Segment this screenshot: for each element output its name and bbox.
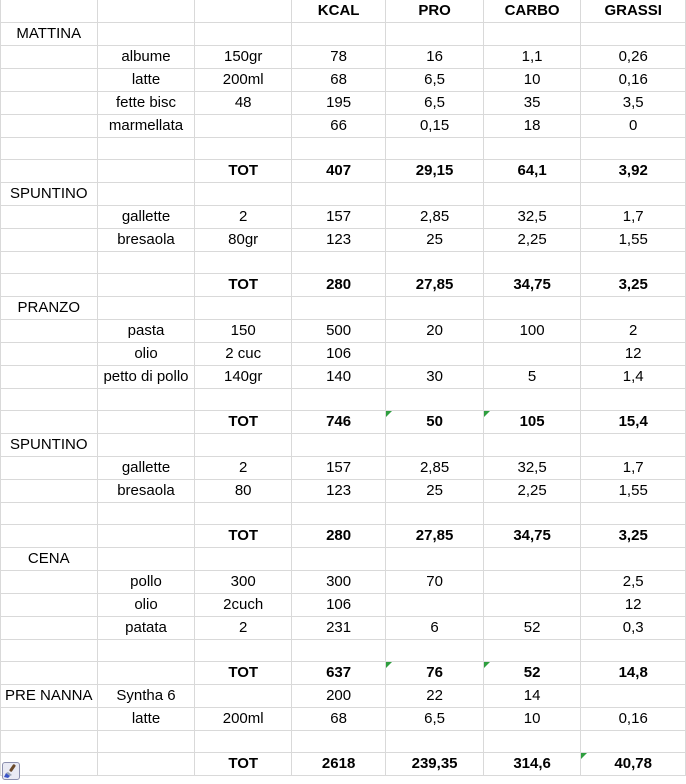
cell[interactable]: 3,25 <box>581 525 686 548</box>
cell[interactable] <box>386 138 483 160</box>
table-row <box>1 389 686 411</box>
cell[interactable] <box>483 434 581 457</box>
cell[interactable]: 6,5 <box>386 69 483 92</box>
cell[interactable] <box>97 160 195 183</box>
cell[interactable]: 32,5 <box>483 457 581 480</box>
cell[interactable]: fette bisc <box>97 92 195 115</box>
cell[interactable]: 0,26 <box>581 46 686 69</box>
cell[interactable] <box>1 525 98 548</box>
table-row <box>1 115 686 138</box>
cell[interactable]: TOT <box>195 525 291 548</box>
cell[interactable]: patata <box>97 617 195 640</box>
cell[interactable]: 0,3 <box>581 617 686 640</box>
table-row <box>1 503 686 525</box>
cell[interactable]: 30 <box>386 366 483 389</box>
cell[interactable]: 15,4 <box>581 411 686 434</box>
cell[interactable]: 68 <box>291 69 385 92</box>
cell[interactable] <box>195 434 291 457</box>
cell[interactable] <box>483 503 581 525</box>
cell[interactable] <box>291 23 385 46</box>
cell[interactable] <box>97 411 195 434</box>
cell[interactable] <box>97 252 195 274</box>
cell[interactable]: SPUNTINO <box>1 434 98 457</box>
table-row <box>1 366 686 389</box>
table-row <box>1 548 686 571</box>
cell[interactable] <box>291 389 385 411</box>
table-row <box>1 662 686 685</box>
cell[interactable] <box>195 503 291 525</box>
cell[interactable]: 66 <box>291 115 385 138</box>
cell[interactable]: Syntha 6 <box>97 685 195 708</box>
cell[interactable]: 150gr <box>195 46 291 69</box>
cell[interactable]: 0,16 <box>581 708 686 731</box>
cell[interactable] <box>483 343 581 366</box>
cell[interactable] <box>1 594 98 617</box>
cell[interactable]: petto di pollo <box>97 366 195 389</box>
cell[interactable] <box>1 731 98 753</box>
table-row <box>1 138 686 160</box>
cell[interactable]: 29,15 <box>386 160 483 183</box>
cell[interactable] <box>386 640 483 662</box>
cell[interactable]: 2cuch <box>195 594 291 617</box>
cell[interactable]: TOT <box>195 753 291 776</box>
cell[interactable]: olio <box>97 594 195 617</box>
cell[interactable]: 40,78 <box>581 753 686 776</box>
cell[interactable]: 123 <box>291 480 385 503</box>
cell[interactable]: 52 <box>483 617 581 640</box>
cell[interactable] <box>581 183 686 206</box>
cell[interactable] <box>97 23 195 46</box>
cell[interactable]: 22 <box>386 685 483 708</box>
cell[interactable] <box>195 548 291 571</box>
cell[interactable] <box>1 503 98 525</box>
cell[interactable]: 1,7 <box>581 457 686 480</box>
cell[interactable]: 48 <box>195 92 291 115</box>
cell[interactable] <box>1 229 98 252</box>
table-row <box>1 594 686 617</box>
table-row <box>1 23 686 46</box>
cell[interactable] <box>386 297 483 320</box>
cell[interactable] <box>97 183 195 206</box>
cell[interactable] <box>97 731 195 753</box>
cell[interactable]: 2 <box>195 206 291 229</box>
cell[interactable] <box>1 617 98 640</box>
cell[interactable]: 106 <box>291 343 385 366</box>
cell[interactable]: pollo <box>97 571 195 594</box>
cell[interactable]: 10 <box>483 69 581 92</box>
cell[interactable]: 70 <box>386 571 483 594</box>
cell[interactable] <box>1 366 98 389</box>
cell[interactable] <box>483 23 581 46</box>
table-row <box>1 297 686 320</box>
cell[interactable] <box>386 343 483 366</box>
cell[interactable] <box>1 160 98 183</box>
cell[interactable]: 239,35 <box>386 753 483 776</box>
cell[interactable]: 105 <box>483 411 581 434</box>
cell[interactable]: 2,85 <box>386 206 483 229</box>
cell[interactable]: 2 <box>195 457 291 480</box>
cell[interactable]: 14,8 <box>581 662 686 685</box>
cell[interactable] <box>195 389 291 411</box>
cell[interactable]: 34,75 <box>483 274 581 297</box>
cell[interactable] <box>97 525 195 548</box>
cell[interactable] <box>1 274 98 297</box>
cell[interactable]: 0 <box>581 115 686 138</box>
cell[interactable] <box>581 685 686 708</box>
table-row <box>1 69 686 92</box>
table-row <box>1 525 686 548</box>
cell[interactable]: 300 <box>195 571 291 594</box>
cell[interactable]: 280 <box>291 274 385 297</box>
cell[interactable] <box>1 69 98 92</box>
table-row <box>1 731 686 753</box>
cell[interactable]: pasta <box>97 320 195 343</box>
table-row <box>1 206 686 229</box>
cell[interactable] <box>483 640 581 662</box>
cell[interactable] <box>483 594 581 617</box>
cell[interactable] <box>291 138 385 160</box>
cell[interactable]: 407 <box>291 160 385 183</box>
cell[interactable] <box>195 183 291 206</box>
cell[interactable] <box>483 731 581 753</box>
cell[interactable] <box>581 640 686 662</box>
cell[interactable]: 20 <box>386 320 483 343</box>
cell[interactable] <box>1 206 98 229</box>
cell[interactable] <box>1 0 98 23</box>
cell[interactable]: 0,15 <box>386 115 483 138</box>
cell[interactable] <box>386 503 483 525</box>
cell[interactable]: 1,7 <box>581 206 686 229</box>
cell[interactable]: 2,5 <box>581 571 686 594</box>
cell[interactable] <box>291 503 385 525</box>
table-row <box>1 617 686 640</box>
cell[interactable] <box>195 115 291 138</box>
cell[interactable]: KCAL <box>291 0 385 23</box>
cell[interactable]: 2,25 <box>483 229 581 252</box>
cell[interactable] <box>1 115 98 138</box>
cell[interactable]: 25 <box>386 229 483 252</box>
cell[interactable] <box>1 411 98 434</box>
table-row <box>1 411 686 434</box>
cell[interactable]: 12 <box>581 343 686 366</box>
table-row <box>1 753 686 776</box>
table-row <box>1 160 686 183</box>
cell[interactable] <box>195 731 291 753</box>
cell[interactable]: marmellata <box>97 115 195 138</box>
cell[interactable] <box>291 434 385 457</box>
cell[interactable]: 3,25 <box>581 274 686 297</box>
cell[interactable] <box>386 23 483 46</box>
cell[interactable]: 78 <box>291 46 385 69</box>
cell[interactable]: albume <box>97 46 195 69</box>
cell[interactable]: MATTINA <box>1 23 98 46</box>
table-row <box>1 46 686 69</box>
cell[interactable]: 100 <box>483 320 581 343</box>
cell[interactable] <box>581 252 686 274</box>
cell[interactable]: 106 <box>291 594 385 617</box>
cell[interactable] <box>581 23 686 46</box>
cell[interactable] <box>291 297 385 320</box>
cell[interactable] <box>483 571 581 594</box>
cell[interactable]: 10 <box>483 708 581 731</box>
cell[interactable]: 2 cuc <box>195 343 291 366</box>
cell[interactable]: TOT <box>195 160 291 183</box>
cell[interactable] <box>97 297 195 320</box>
header-row <box>1 0 686 23</box>
cell[interactable]: GRASSI <box>581 0 686 23</box>
cell[interactable] <box>581 297 686 320</box>
cell[interactable]: 2,25 <box>483 480 581 503</box>
table-row <box>1 183 686 206</box>
cell[interactable]: 157 <box>291 457 385 480</box>
cell[interactable] <box>195 640 291 662</box>
cell[interactable] <box>291 548 385 571</box>
cell[interactable]: SPUNTINO <box>1 183 98 206</box>
cell[interactable] <box>483 252 581 274</box>
cell[interactable]: gallette <box>97 457 195 480</box>
cell[interactable]: bresaola <box>97 229 195 252</box>
cell[interactable] <box>195 252 291 274</box>
table-row <box>1 320 686 343</box>
cell[interactable] <box>1 640 98 662</box>
table-row <box>1 434 686 457</box>
cell[interactable]: 6,5 <box>386 708 483 731</box>
cell[interactable]: 140gr <box>195 366 291 389</box>
cell[interactable]: olio <box>97 343 195 366</box>
cell[interactable]: CARBO <box>483 0 581 23</box>
cell[interactable]: 200 <box>291 685 385 708</box>
cell[interactable]: 123 <box>291 229 385 252</box>
cell[interactable] <box>195 23 291 46</box>
cell[interactable] <box>386 548 483 571</box>
cell[interactable] <box>581 548 686 571</box>
cell[interactable]: 3,92 <box>581 160 686 183</box>
cell[interactable] <box>291 183 385 206</box>
cell[interactable]: CENA <box>1 548 98 571</box>
cell[interactable]: 16 <box>386 46 483 69</box>
cell[interactable] <box>195 138 291 160</box>
cell[interactable] <box>97 548 195 571</box>
table-row <box>1 229 686 252</box>
cell[interactable] <box>386 731 483 753</box>
cell[interactable] <box>483 297 581 320</box>
table-row <box>1 480 686 503</box>
cell[interactable] <box>1 457 98 480</box>
cell[interactable] <box>1 320 98 343</box>
cell[interactable]: 150 <box>195 320 291 343</box>
cell[interactable] <box>386 183 483 206</box>
cell[interactable] <box>1 343 98 366</box>
table-row <box>1 571 686 594</box>
cell[interactable]: 500 <box>291 320 385 343</box>
cell[interactable]: PRANZO <box>1 297 98 320</box>
cell[interactable]: 195 <box>291 92 385 115</box>
cell[interactable]: 14 <box>483 685 581 708</box>
cell[interactable] <box>386 434 483 457</box>
cell[interactable]: 157 <box>291 206 385 229</box>
cell[interactable] <box>97 662 195 685</box>
cell[interactable]: 1,55 <box>581 229 686 252</box>
cell[interactable] <box>386 389 483 411</box>
cell[interactable]: TOT <box>195 274 291 297</box>
paintbrush-icon[interactable] <box>2 762 20 780</box>
cell[interactable] <box>97 138 195 160</box>
cell[interactable] <box>581 389 686 411</box>
cell[interactable] <box>195 297 291 320</box>
table-row <box>1 685 686 708</box>
cell[interactable] <box>1 92 98 115</box>
cell[interactable]: PRO <box>386 0 483 23</box>
cell[interactable]: 200ml <box>195 69 291 92</box>
cell[interactable] <box>1 389 98 411</box>
cell[interactable]: 27,85 <box>386 274 483 297</box>
cell[interactable] <box>483 183 581 206</box>
cell[interactable] <box>291 731 385 753</box>
cell[interactable]: 1,4 <box>581 366 686 389</box>
cell[interactable] <box>1 46 98 69</box>
cell[interactable]: 280 <box>291 525 385 548</box>
cell[interactable] <box>97 503 195 525</box>
table-row <box>1 274 686 297</box>
cell[interactable]: 231 <box>291 617 385 640</box>
table-row <box>1 343 686 366</box>
cell[interactable]: 32,5 <box>483 206 581 229</box>
cell[interactable]: 64,1 <box>483 160 581 183</box>
cell[interactable]: 300 <box>291 571 385 594</box>
cell[interactable]: latte <box>97 69 195 92</box>
cell[interactable] <box>1 708 98 731</box>
cell[interactable]: 0,16 <box>581 69 686 92</box>
cell[interactable] <box>581 434 686 457</box>
cell[interactable] <box>195 0 291 23</box>
cell[interactable] <box>1 138 98 160</box>
cell[interactable]: 50 <box>386 411 483 434</box>
cell[interactable]: 68 <box>291 708 385 731</box>
cell[interactable] <box>386 594 483 617</box>
cell[interactable]: 18 <box>483 115 581 138</box>
cell[interactable] <box>97 640 195 662</box>
cell[interactable] <box>483 548 581 571</box>
cell[interactable] <box>97 753 195 776</box>
cell[interactable]: 2 <box>581 320 686 343</box>
cell[interactable] <box>581 731 686 753</box>
cell[interactable]: 25 <box>386 480 483 503</box>
cell[interactable]: 3,5 <box>581 92 686 115</box>
cell[interactable] <box>581 503 686 525</box>
cell[interactable]: 35 <box>483 92 581 115</box>
cell[interactable]: TOT <box>195 411 291 434</box>
cell[interactable]: 637 <box>291 662 385 685</box>
cell[interactable] <box>483 138 581 160</box>
cell[interactable]: bresaola <box>97 480 195 503</box>
cell[interactable]: 76 <box>386 662 483 685</box>
cell[interactable]: 52 <box>483 662 581 685</box>
table-row <box>1 640 686 662</box>
cell[interactable] <box>97 274 195 297</box>
table-row <box>1 92 686 115</box>
cell[interactable] <box>195 685 291 708</box>
cell[interactable]: 34,75 <box>483 525 581 548</box>
cell[interactable]: latte <box>97 708 195 731</box>
cell[interactable] <box>581 138 686 160</box>
cell[interactable] <box>483 389 581 411</box>
cell[interactable] <box>1 662 98 685</box>
cell[interactable]: 5 <box>483 366 581 389</box>
cell[interactable]: 6 <box>386 617 483 640</box>
cell[interactable]: TOT <box>195 662 291 685</box>
cell[interactable]: 746 <box>291 411 385 434</box>
cell[interactable]: 6,5 <box>386 92 483 115</box>
cell[interactable]: 1,55 <box>581 480 686 503</box>
cell[interactable] <box>291 640 385 662</box>
cell[interactable]: gallette <box>97 206 195 229</box>
cell[interactable] <box>386 252 483 274</box>
cell[interactable]: 1,1 <box>483 46 581 69</box>
cell[interactable]: 80gr <box>195 229 291 252</box>
cell[interactable] <box>291 252 385 274</box>
cell[interactable]: 314,6 <box>483 753 581 776</box>
cell[interactable]: 2,85 <box>386 457 483 480</box>
cell[interactable] <box>1 252 98 274</box>
cell[interactable] <box>1 480 98 503</box>
table-row <box>1 457 686 480</box>
cell[interactable]: 27,85 <box>386 525 483 548</box>
cell[interactable]: 2618 <box>291 753 385 776</box>
cell[interactable] <box>97 389 195 411</box>
cell[interactable]: 2 <box>195 617 291 640</box>
cell[interactable]: 80 <box>195 480 291 503</box>
table-row <box>1 708 686 731</box>
cell[interactable] <box>97 0 195 23</box>
table-row <box>1 252 686 274</box>
cell[interactable] <box>1 571 98 594</box>
cell[interactable] <box>97 434 195 457</box>
cell[interactable]: 200ml <box>195 708 291 731</box>
cell[interactable]: PRE NANNA <box>1 685 98 708</box>
cell[interactable]: 140 <box>291 366 385 389</box>
cell[interactable]: 12 <box>581 594 686 617</box>
